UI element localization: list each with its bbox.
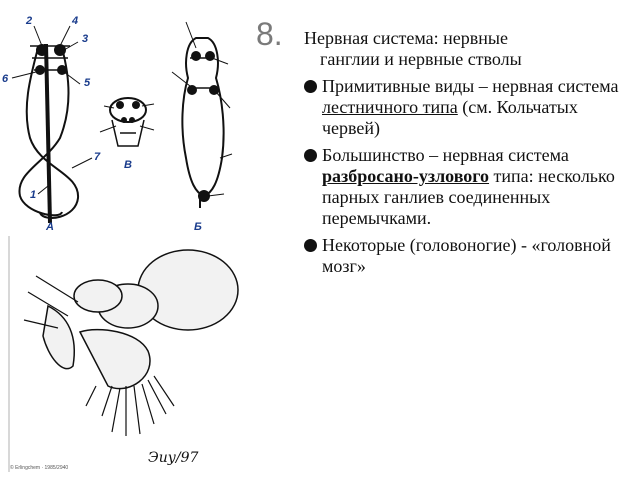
bullet-2-post: типа: несколько парных ганлиев соединенных перемычками.: [322, 166, 615, 228]
heading-line-1: Нервная система: нервные: [304, 28, 508, 48]
label-5: 5: [84, 77, 91, 89]
scattered-nodal-type: разбросано-узлового: [322, 166, 490, 186]
bullet-1-post: (см. Кольчатых червей): [322, 97, 578, 138]
label-a: А: [46, 221, 54, 233]
signature: Эиу/97: [148, 450, 199, 466]
bullet-majority: [304, 145, 636, 229]
bullet-3-text: Некоторые (головоногие) - «головной мозг»: [322, 235, 611, 276]
bullet-dot: [304, 80, 317, 93]
image-credit: © Erlingchem · 1985/2940: [10, 465, 69, 471]
bullet-cephalopods: [304, 235, 636, 277]
diagram-a-gut: [46, 44, 50, 223]
diagram-v-ring: [110, 98, 146, 122]
slide-number: 8.: [256, 16, 283, 52]
label-7: 7: [94, 151, 101, 163]
bullet-1-text: Примитивные виды – нервная система: [322, 76, 619, 96]
label-2: 2: [26, 15, 33, 27]
diagram-b-body: [182, 38, 223, 196]
label-4: 4: [72, 15, 79, 27]
slide-content: [304, 28, 636, 283]
bullet-primitive: [304, 76, 636, 139]
bullet-2-text: Большинство – нервная система: [322, 145, 569, 165]
label-6: 6: [2, 73, 9, 85]
nervous-system-diagram: [0, 8, 260, 234]
bullet-dot: [304, 149, 317, 162]
heading: [304, 28, 636, 70]
label-b: Б: [194, 221, 202, 233]
divider-line: [8, 236, 10, 472]
label-v: В: [124, 159, 132, 171]
heading-line-2: ганглии и нервные стволы: [320, 49, 522, 69]
label-1: 1: [30, 189, 37, 201]
cephalopod-brain-drawing: [8, 236, 260, 472]
bullet-dot: [304, 239, 317, 252]
label-3: 3: [82, 33, 89, 45]
ladder-type-link[interactable]: лестничного типа: [322, 97, 458, 117]
